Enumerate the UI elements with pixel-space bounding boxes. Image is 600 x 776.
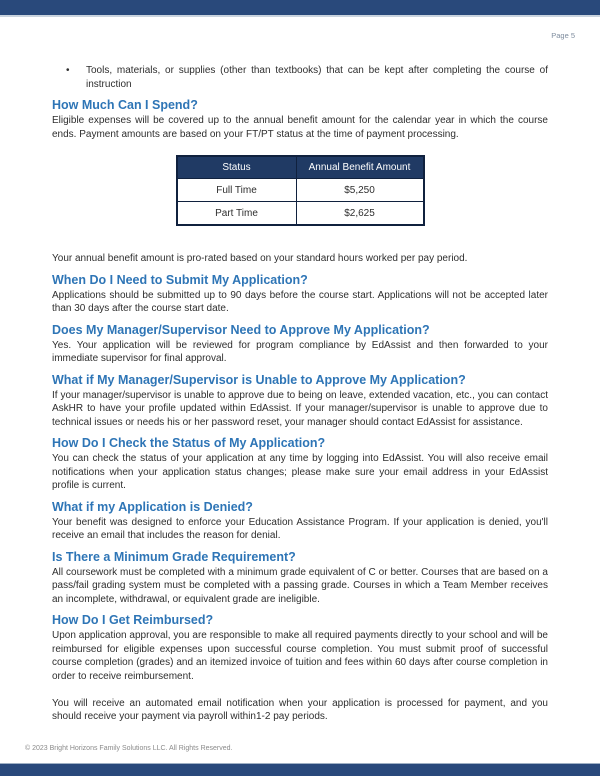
paragraph: If your manager/supervisor is unable to approve due to being on leave, extended vacation, etc., you can contact AskHR to have your profile updated within EdAssist. If your manager/supervisor is unable to approve due to technical issues or needs his or her password reset, your manager should contact EdAssist for assistance.	[52, 389, 548, 428]
paragraph: Applications should be submitted up to 90 days before the course start. Applications will not be accepted later than 30 days after the course start date.	[52, 289, 548, 314]
table-cell-status-parttime: Part Time	[177, 202, 297, 226]
section-heading: How Do I Check the Status of My Application?	[52, 436, 326, 450]
section-heading: Does My Manager/Supervisor Need to Approve My Application?	[52, 322, 430, 337]
section-heading: How Do I Get Reimbursed?	[52, 613, 214, 627]
table-header-cell-amount: Annual Benefit Amount	[296, 156, 424, 179]
section-manager-unable	[52, 374, 548, 430]
table-header-row	[177, 156, 424, 179]
paragraph: Upon application approval, you are responsible to make all required payments directly to your school and will be reimbursed for eligible expenses upon successful course completion. You must submit proof of successful course completion (grades) and an itemized invoice of tuition and fees within 60 days after course completion in order to receive reimbursement.	[52, 630, 548, 682]
bottom-accent-bar	[0, 763, 600, 776]
bullet-dot-icon: •	[66, 65, 70, 76]
section-application-denied	[52, 501, 548, 543]
section-manager-approve	[52, 324, 548, 366]
top-accent-bar	[0, 0, 600, 17]
section-heading: What if my Application is Denied?	[52, 499, 253, 514]
table-cell-amount-fulltime: $5,250	[296, 179, 424, 202]
paragraph: All coursework must be completed with a minimum grade equivalent of C or better. Courses that are based on a pass/fail grading system must be completed with a passing grade. Courses in which a Team Member receives an incomplete, withdrawal, or equivalent grade are ineligible.	[52, 566, 548, 605]
page-number: Page 5	[551, 31, 575, 40]
section-heading: How Much Can I Spend?	[52, 98, 198, 112]
bullet-item-text: Tools, materials, or supplies (other than textbooks) that can be kept after completing the course of instruction	[86, 65, 548, 90]
footer-copyright: © 2023 Bright Horizons Family Solutions LLC. All Rights Reserved.	[25, 745, 233, 752]
paragraph: You will receive an automated email notification when your application is processed for payment, and you should receive your payment via payroll within1-2 pay periods.	[52, 697, 548, 722]
table-cell-amount-parttime: $2,625	[296, 202, 424, 226]
paragraph: Your annual benefit amount is pro-rated based on your standard hours worked per pay period.	[52, 253, 468, 264]
benefits-table	[176, 155, 425, 226]
section-how-much-can-i-spend	[52, 99, 548, 266]
table-row	[177, 202, 424, 226]
table-cell-status-fulltime: Full Time	[177, 179, 297, 202]
section-check-status	[52, 437, 548, 493]
section-get-reimbursed	[52, 614, 548, 724]
table-row	[177, 179, 424, 202]
table-header-cell-status: Status	[177, 156, 297, 179]
paragraph: You can check the status of your application at any time by logging into EdAssist. You will also receive email notifications when your application status changes; please make sure your email address in your EdAssist profile is current.	[52, 453, 548, 491]
paragraph: Your benefit was designed to enforce your Education Assistance Program. If your application is denied, you'll receive an email that includes the reason for denial.	[52, 516, 548, 541]
document-content	[52, 64, 548, 724]
bullet-list-item	[52, 64, 548, 91]
section-grade-requirement	[52, 551, 548, 607]
section-heading: When Do I Need to Submit My Application?	[52, 272, 308, 287]
section-heading: Is There a Minimum Grade Requirement?	[52, 549, 296, 564]
paragraph: Eligible expenses will be covered up to the annual benefit amount for the calendar year in which the course ends. Payment amounts are based on your FT/PT status at the time of payment processing.	[52, 115, 548, 140]
section-heading: What if My Manager/Supervisor is Unable to Approve My Application?	[52, 372, 466, 387]
paragraph: Yes. Your application will be reviewed for program compliance by EdAssist and then forwarded to your immediate supervisor for final approval.	[52, 339, 548, 364]
section-when-submit	[52, 274, 548, 316]
